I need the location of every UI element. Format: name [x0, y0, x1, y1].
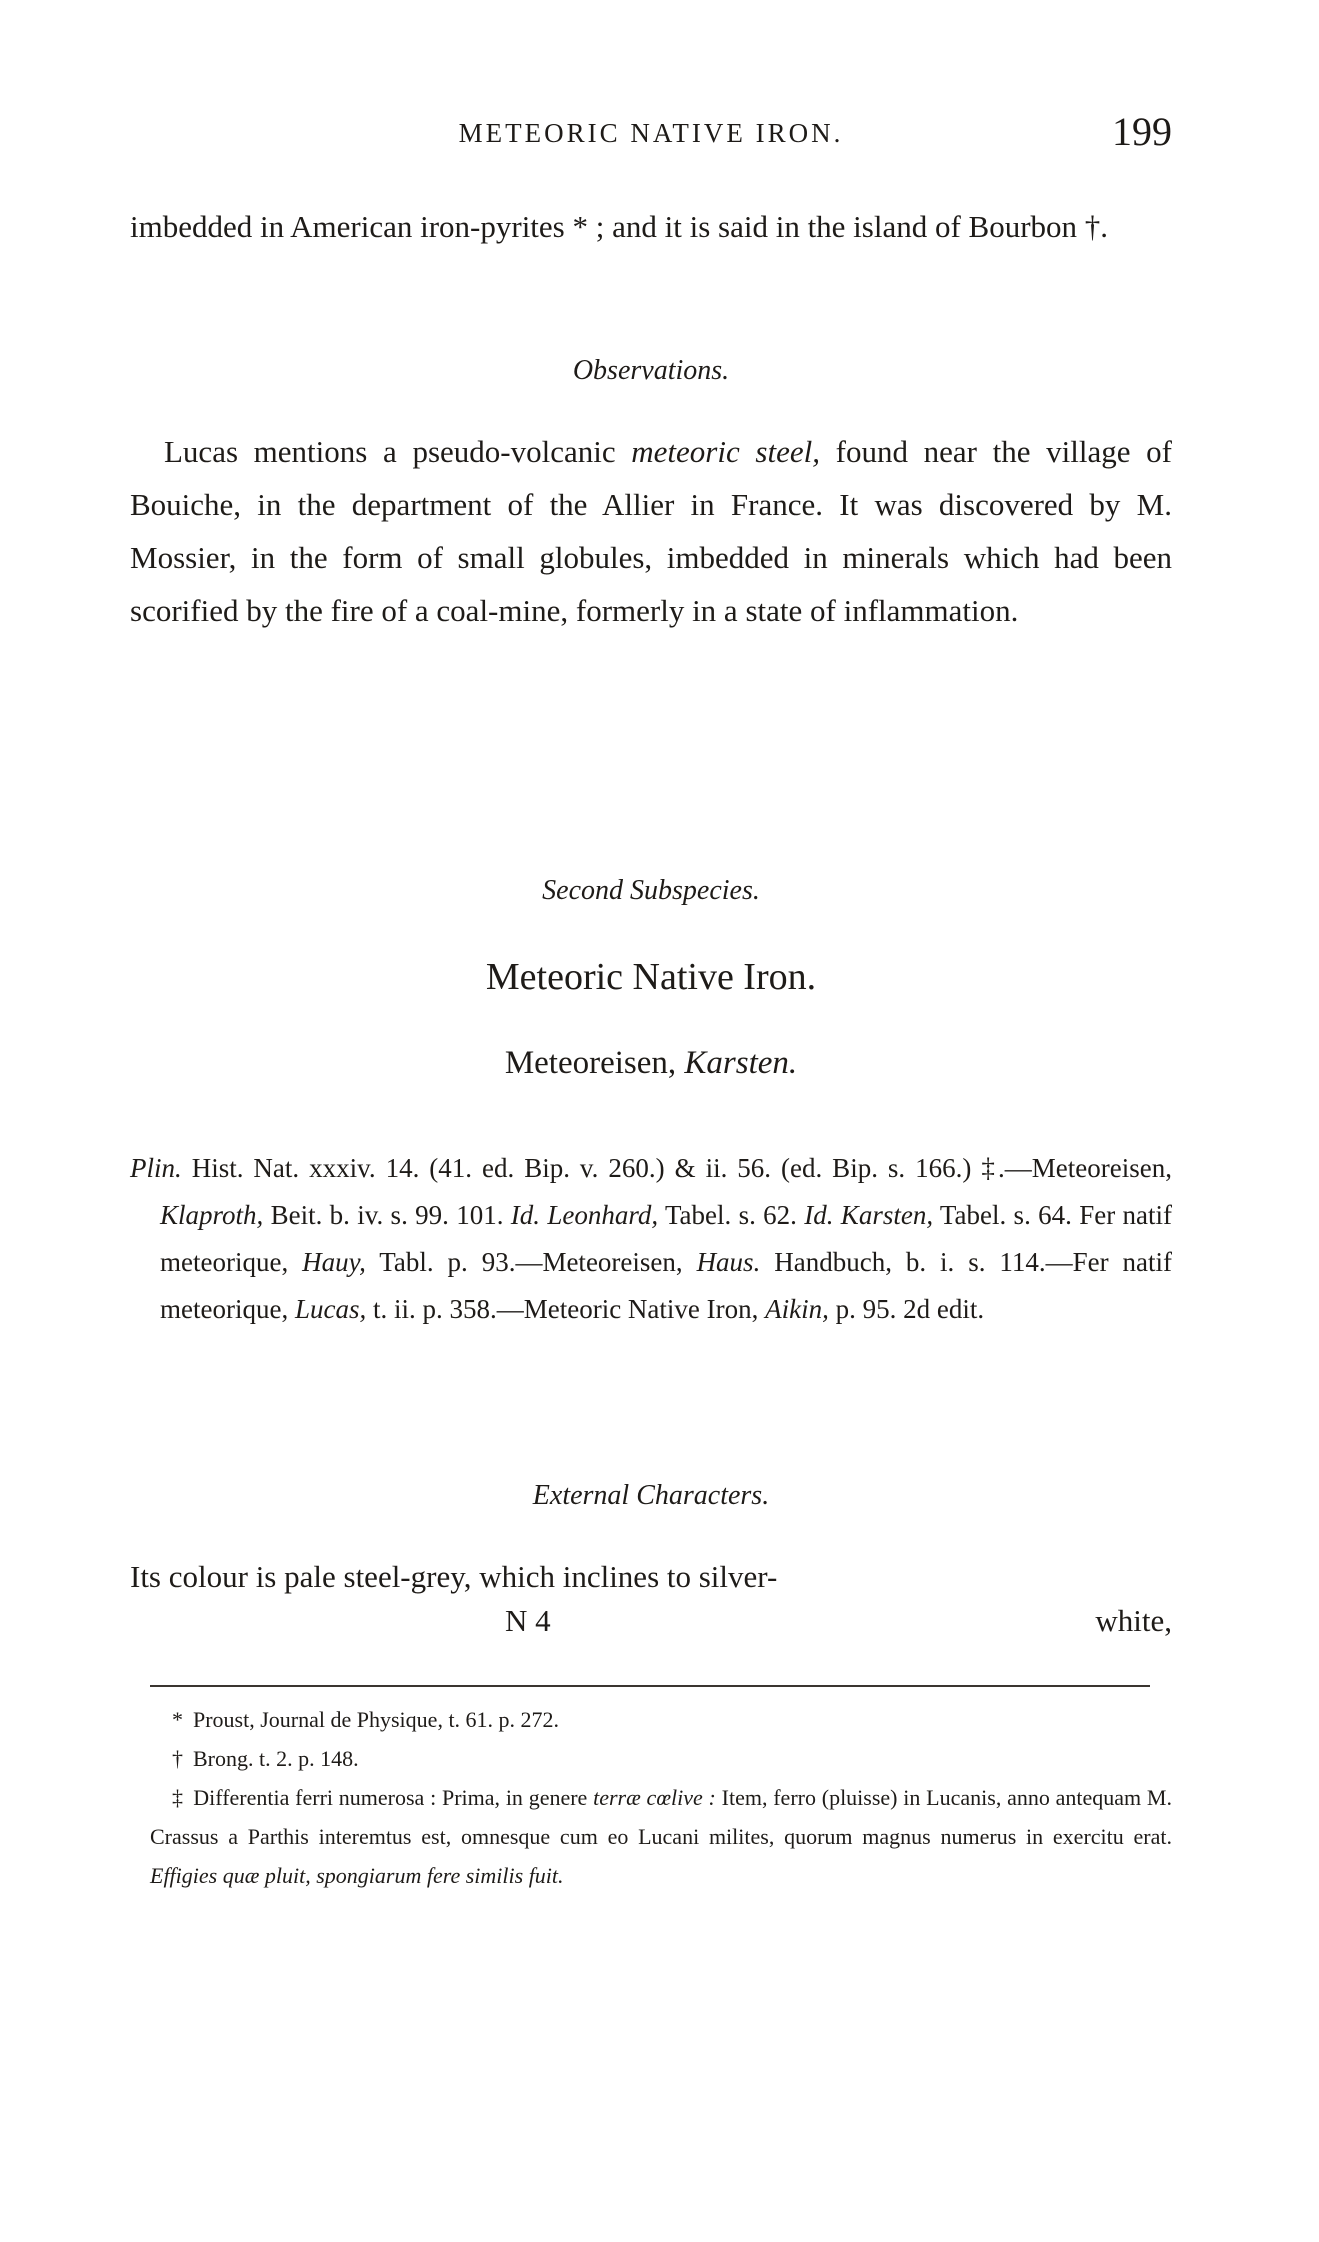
bibliography-part-13: t. ii. p. 358.—Meteoric Native Iron, [366, 1294, 766, 1324]
intro-text: imbedded in American iron-pyrites * ; and it is said in the island of Bourbon †. [130, 209, 1109, 244]
bibliography-part-12: Lucas, [294, 1294, 367, 1324]
footnote-3 [150, 1778, 1172, 1895]
bibliography-block [130, 1145, 1172, 1333]
observations-text-before: Lucas mentions a pseudo-volcanic [164, 434, 632, 469]
observations-text-after: found near the village of Bouiche, in the department of the Allier in France. It was discovered by M. Mossier, in the form of small globules, imbedded in minerals which had been scorified by the fire of a coal-mine, formerly in a state of inflammation. [130, 434, 1173, 628]
bibliography-part-2: Klaproth, [160, 1200, 264, 1230]
observations-paragraph [130, 425, 1172, 637]
bibliography-part-8: Hauy, [302, 1247, 366, 1277]
observations-text [130, 425, 1172, 637]
page-number: 199 [1112, 109, 1172, 154]
bibliography-part-9: Tabl. p. 93.—Meteoreisen, [365, 1247, 697, 1277]
external-paragraph [130, 1550, 1172, 1603]
subspecies-heading: Second Subspecies. [542, 875, 760, 906]
footnote-2-mark: † [172, 1746, 183, 1771]
page-header [130, 108, 1172, 158]
bibliography-part-14: Aikin, [765, 1294, 829, 1324]
footnote-2-text: Brong. t. 2. p. 148. [193, 1746, 359, 1771]
bibliography-part-11: Handbuch, b. i. s. 114.—Fer natif meteorique, [160, 1247, 1172, 1324]
bibliography-part-5: Tabel. s. 62. [658, 1200, 805, 1230]
external-heading-block [130, 1480, 1172, 1512]
subspecies-heading-block [130, 875, 1172, 907]
footnote-3-emphasis-1: terræ cœlive : [593, 1785, 716, 1810]
external-heading: External Characters. [532, 1480, 770, 1511]
bibliography-part-10: Haus. [696, 1247, 761, 1277]
footnote-3-text-middle: Item, ferro (pluisse) in Lucanis, anno antequam M. Crassus a Parthis interemtus est, omnesque cum eo Lucani milites, quorum magnus numerus in exercitu erat. [150, 1785, 1172, 1849]
signature-mark: N 4 [505, 1603, 551, 1638]
bibliography-part-7: Tabel. s. 64. Fer natif meteorique, [160, 1200, 1172, 1277]
synonym-name: Meteoreisen, [504, 1045, 685, 1081]
observations-heading-block [130, 355, 1172, 387]
bibliography-part-1: Hist. Nat. xxxiv. 14. (41. ed. Bip. v. 260.) & ii. 56. (ed. Bip. s. 166.) ‡.—Meteoreisen, [181, 1153, 1172, 1183]
catchword: white, [1095, 1603, 1172, 1638]
observations-emphasis: meteoric steel, [631, 434, 820, 469]
footnotes [150, 1700, 1172, 1895]
external-text: Its colour is pale steel-grey, which inclines to silver- [130, 1559, 778, 1594]
catch-row [130, 1603, 1172, 1653]
footnote-3-text-before: Differentia ferri numerosa : Prima, in genere [193, 1785, 594, 1810]
bibliography-part-6: Id. Karsten, [804, 1200, 934, 1230]
footnote-2 [150, 1739, 1172, 1778]
bibliography-part-15: p. 95. 2d edit. [828, 1294, 985, 1324]
footnote-1-mark: * [172, 1707, 183, 1732]
footnote-3-mark: ‡ [172, 1785, 184, 1810]
subspecies-title: Meteoric Native Iron. [485, 956, 817, 998]
footnote-rule [150, 1685, 1150, 1687]
intro-paragraph [130, 200, 1172, 253]
bibliography-part-3: Beit. b. iv. s. 99. 101. [263, 1200, 511, 1230]
bibliography-text [130, 1145, 1172, 1333]
bibliography-part-4: Id. Leonhard, [510, 1200, 659, 1230]
synonym-author: Karsten. [684, 1045, 798, 1081]
footnote-1 [150, 1700, 1172, 1739]
running-title: METEORIC NATIVE IRON. [458, 118, 844, 148]
synonym-block [130, 1045, 1172, 1082]
subspecies-title-block [130, 955, 1172, 999]
synonym-line [130, 1045, 1172, 1082]
bibliography-part-0: Plin. [130, 1153, 182, 1183]
footnote-1-text: Proust, Journal de Physique, t. 61. p. 272. [193, 1707, 560, 1732]
footnote-3-emphasis-2: Effigies quæ pluit, spongiarum fere similis fuit. [150, 1863, 564, 1888]
observations-heading: Observations. [572, 355, 730, 386]
